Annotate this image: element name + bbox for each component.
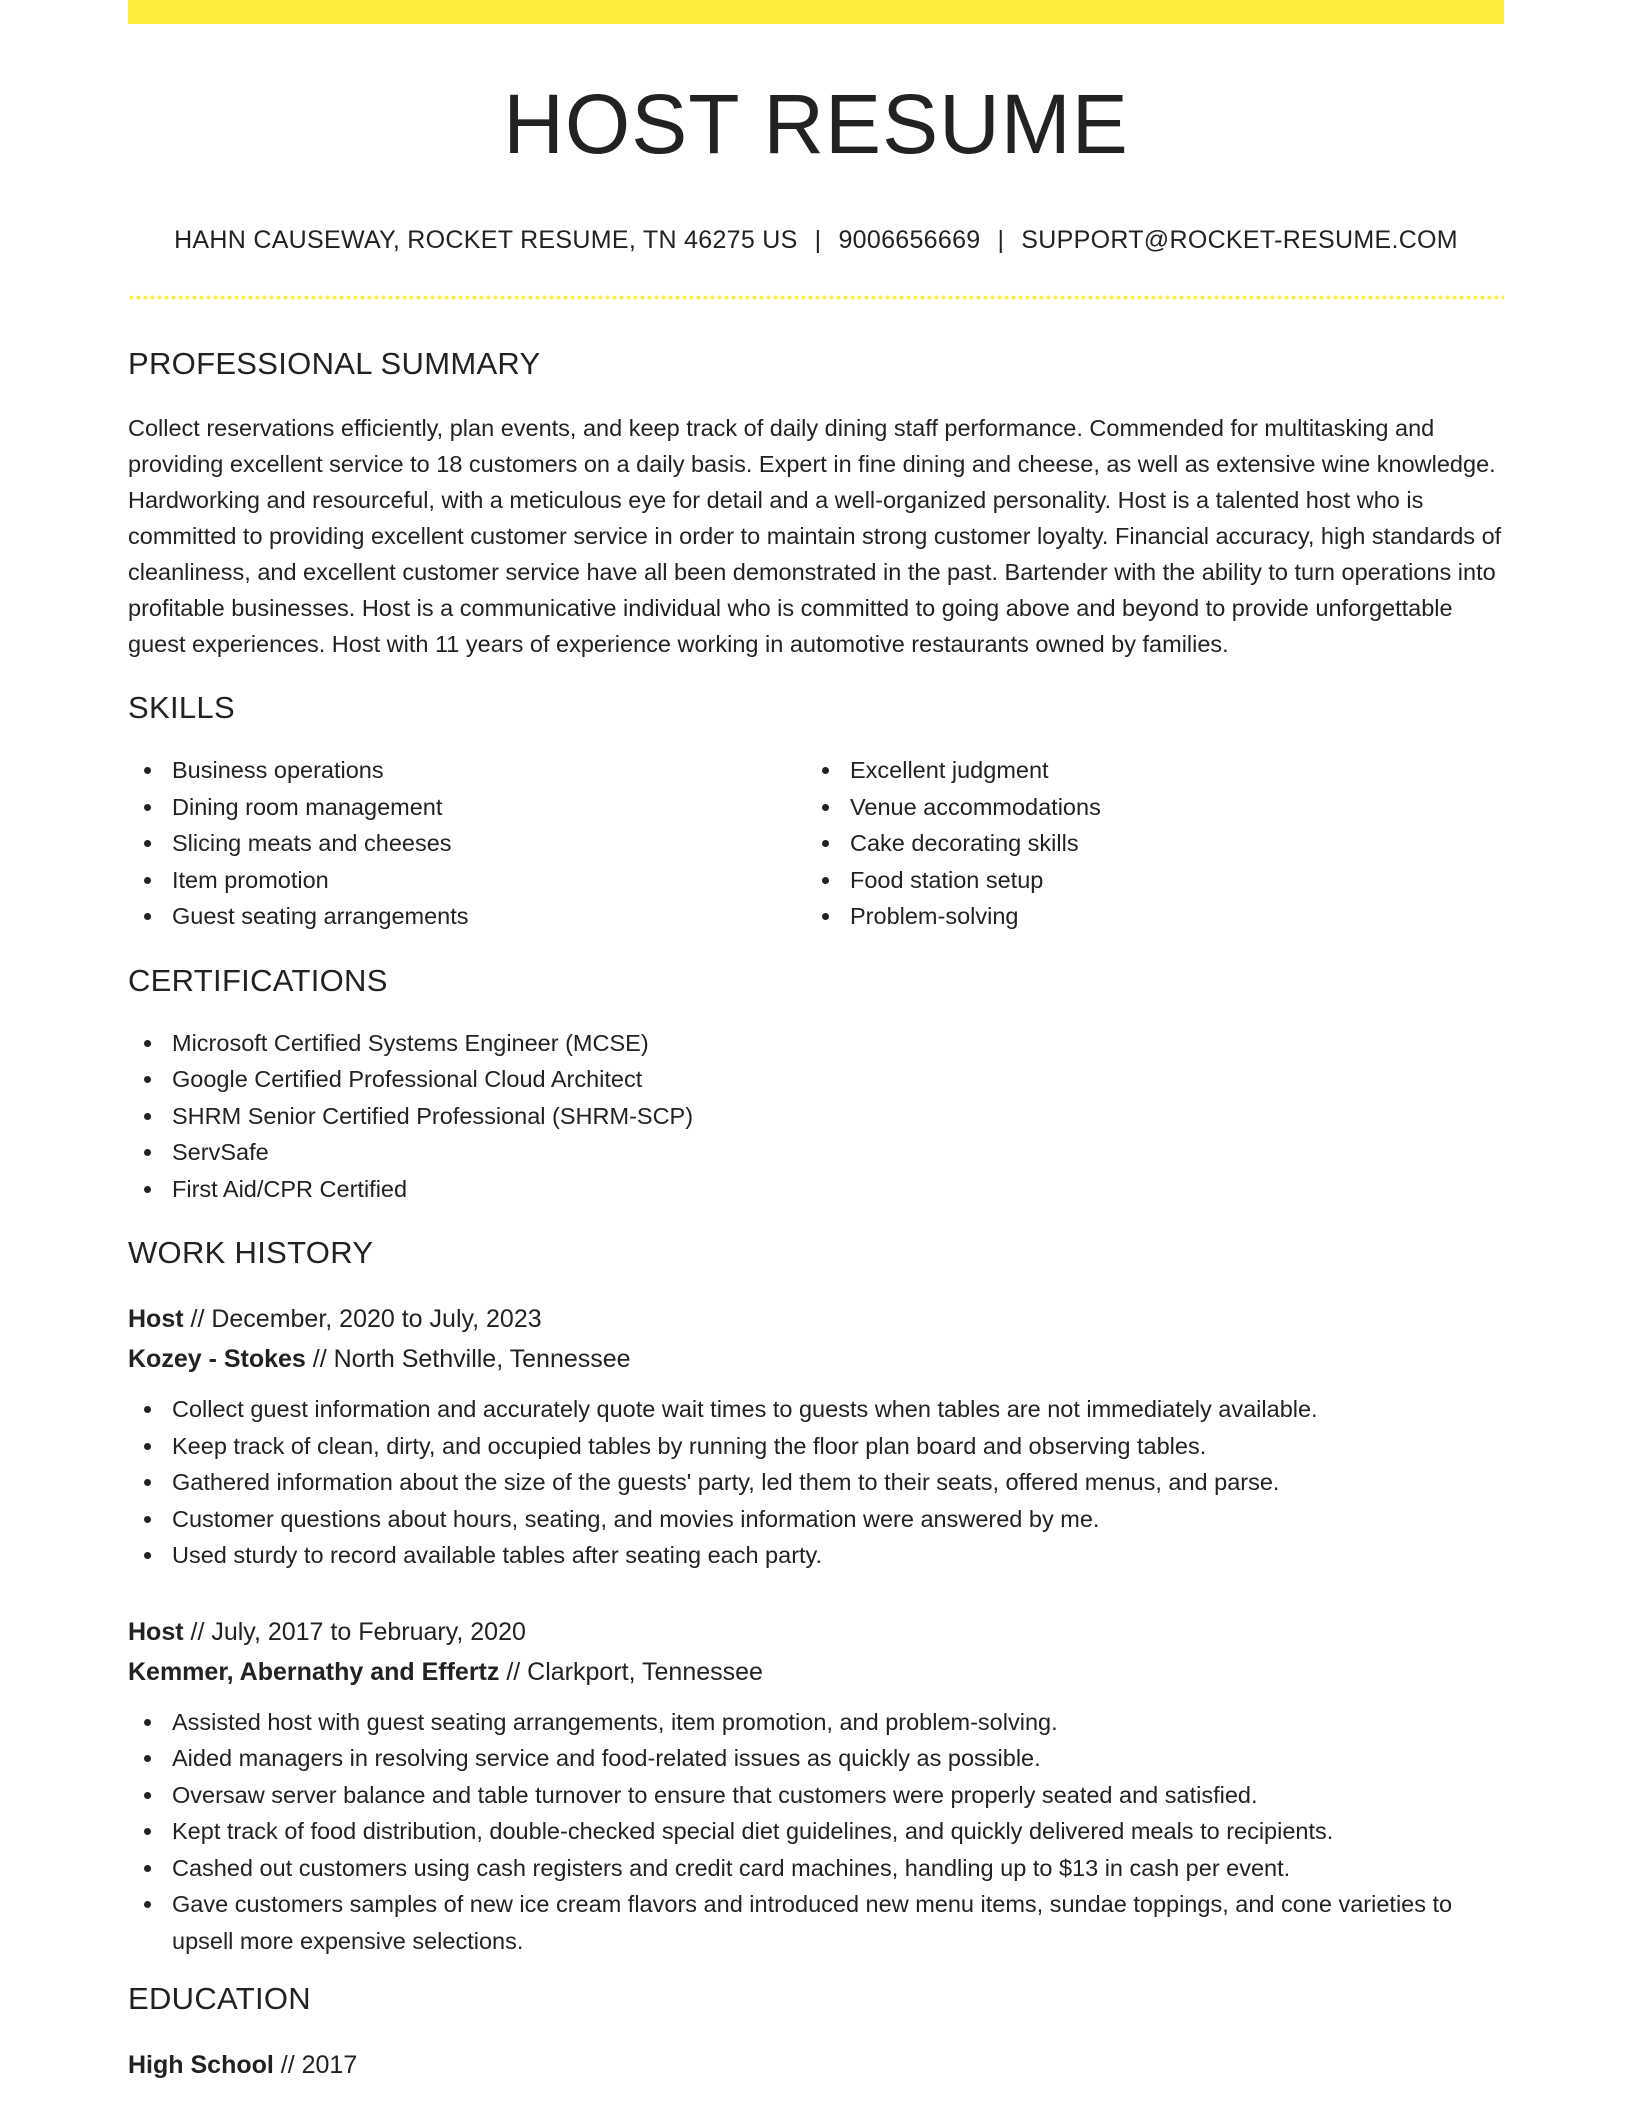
job-dates: // July, 2017 to February, 2020 (183, 1617, 526, 1646)
job-duty: Cashed out customers using cash registers and credit card machines, handling up to $13 in cash per event. (128, 1850, 1504, 1887)
summary-text: Collect reservations efficiently, plan events, and keep track of daily dining staff performance. Commended for multitasking and providing excellent service to 18 customers on a daily basis. Expert in fine dining and cheese, as well as extensive wine knowledge. Hardworking and resourceful, with a meticulous eye for detail and a well-organized personality. Host is a talented host who is committed to providing excellent customer service in order to maintain strong customer loyalty. Financial accuracy, high standards of cleanliness, and excellent customer service have all been demonstrated in the past. Bartender with the ability to turn operations into profitable businesses. Host is a communicative individual who is committed to going above and beyond to provide unforgettable guest experiences. Host with 11 years of experience working in automotive restaurants owned by families. (128, 415, 1502, 657)
job-company: Kozey - Stokes (128, 1345, 306, 1373)
job-duty: Kept track of food distribution, double-checked special diet guidelines, and quickly delivered meals to recipients. (128, 1813, 1504, 1850)
job-duties-list (128, 1391, 1504, 1574)
certifications-list (128, 1025, 1504, 1208)
job-location: // North Sethville, Tennessee (305, 1345, 631, 1373)
education-degree: High School (128, 2051, 274, 2079)
skill-item: Food station setup (806, 862, 1504, 899)
certification-item: Google Certified Professional Cloud Architect (128, 1061, 1504, 1098)
job-role: Host (128, 1617, 184, 1646)
education-year: // 2017 (273, 2051, 358, 2079)
dotted-divider (128, 295, 1504, 300)
job-location: // Clarkport, Tennessee (499, 1657, 763, 1686)
certifications-heading: CERTIFICATIONS (128, 962, 388, 998)
skills-grid (128, 752, 1504, 935)
job-duty: Used sturdy to record available tables after seating each party. (128, 1537, 1504, 1574)
certification-item: First Aid/CPR Certified (128, 1171, 1504, 1208)
job-role-line (128, 1612, 1504, 1652)
contact-phone: 9006656669 (838, 226, 981, 254)
certification-item: Microsoft Certified Systems Engineer (MCSE) (128, 1025, 1504, 1062)
contact-separator: | (997, 226, 1005, 254)
contact-separator: | (814, 226, 822, 254)
job-duty: Assisted host with guest seating arrangements, item promotion, and problem-solving. (128, 1704, 1504, 1741)
job-company-line (128, 1652, 1504, 1692)
skills-list-right (806, 752, 1504, 935)
skill-item: Item promotion (128, 862, 806, 899)
job-duties-list (128, 1704, 1504, 1960)
job-duty: Aided managers in resolving service and food-related issues as quickly as possible. (128, 1740, 1504, 1777)
job-entry (128, 1612, 1504, 1960)
job-duty: Gave customers samples of new ice cream flavors and introduced new menu items, sundae toppings, and cone varieties to upsell more expensive selections. (128, 1886, 1504, 1959)
job-duty: Customer questions about hours, seating, and movies information were answered by me. (128, 1501, 1504, 1538)
job-duty: Collect guest information and accurately quote wait times to guests when tables are not immediately available. (128, 1391, 1504, 1428)
accent-top-bar (128, 0, 1504, 24)
job-dates: // December, 2020 to July, 2023 (183, 1305, 542, 1333)
work-history-heading: WORK HISTORY (128, 1235, 374, 1270)
skill-item: Problem-solving (806, 898, 1504, 935)
skill-item: Excellent judgment (806, 752, 1504, 789)
job-duty: Keep track of clean, dirty, and occupied tables by running the floor plan board and observing tables. (128, 1428, 1504, 1465)
certification-item: SHRM Senior Certified Professional (SHRM-SCP) (128, 1098, 1504, 1135)
job-duty: Gathered information about the size of the guests' party, led them to their seats, offered menus, and parse. (128, 1464, 1504, 1501)
job-role: Host (128, 1305, 184, 1333)
job-entry (128, 1299, 1504, 1574)
resume-page (128, 0, 1504, 2085)
contact-address: HAHN CAUSEWAY, ROCKET RESUME, TN 46275 US (174, 226, 798, 254)
summary-heading: PROFESSIONAL SUMMARY (128, 346, 541, 381)
skill-item: Slicing meats and cheeses (128, 825, 806, 862)
job-company-line (128, 1339, 1504, 1379)
skill-item: Guest seating arrangements (128, 898, 806, 935)
skill-item: Dining room management (128, 789, 806, 826)
skill-item: Cake decorating skills (806, 825, 1504, 862)
education-heading: EDUCATION (128, 1981, 311, 2016)
skills-heading: SKILLS (128, 690, 235, 725)
job-company: Kemmer, Abernathy and Effertz (128, 1657, 500, 1686)
job-role-line (128, 1299, 1504, 1339)
certification-item: ServSafe (128, 1134, 1504, 1171)
education-entry (128, 2045, 1504, 2085)
job-duty: Oversaw server balance and table turnover to ensure that customers were properly seated and satisfied. (128, 1777, 1504, 1814)
skills-list-left (128, 752, 806, 935)
resume-title: HOST RESUME (503, 77, 1129, 171)
contact-line (128, 226, 1504, 255)
skill-item: Business operations (128, 752, 806, 789)
contact-email[interactable]: SUPPORT@ROCKET-RESUME.COM (1021, 226, 1458, 254)
skill-item: Venue accommodations (806, 789, 1504, 826)
